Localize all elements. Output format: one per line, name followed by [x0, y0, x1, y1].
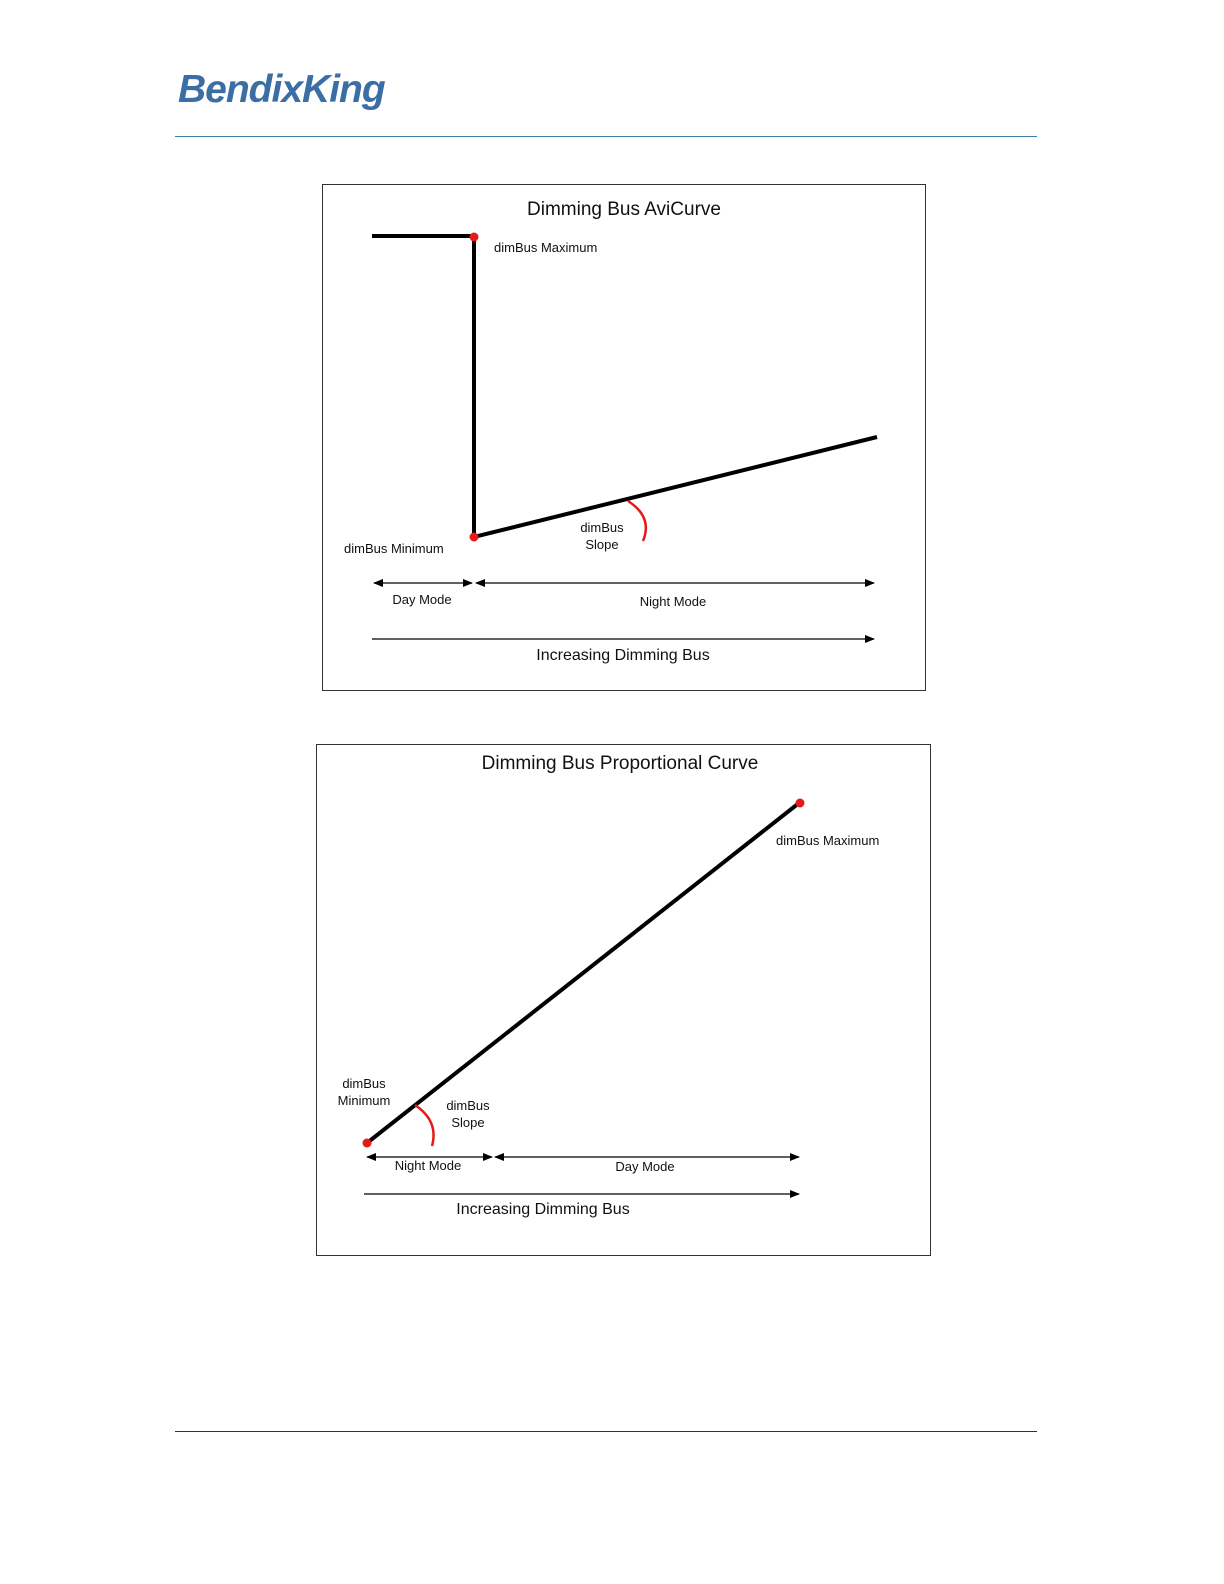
- diagram-title: Dimming Bus AviCurve: [527, 199, 721, 220]
- proportional-line: [367, 803, 799, 1143]
- avicurve-svg: [323, 185, 927, 692]
- dimbus-maximum-point: [470, 233, 479, 242]
- dimbus-minimum-label: Minimum: [337, 1093, 391, 1108]
- night-mode-label: Night Mode: [639, 594, 707, 609]
- avicurve-line: [372, 236, 877, 537]
- dimbus-slope-label: Slope: [451, 1115, 485, 1130]
- dimbus-maximum-label: dimBus Maximum: [776, 833, 880, 848]
- slope-arc: [415, 1105, 434, 1146]
- avicurve-diagram: [322, 184, 926, 691]
- proportional-curve-diagram: [316, 744, 931, 1256]
- night-mode-label: Night Mode: [394, 1158, 462, 1173]
- increasing-dimming-bus-label: Increasing Dimming Bus: [536, 647, 710, 664]
- day-mode-label: Day Mode: [392, 592, 452, 607]
- proportional-curve-svg: [317, 745, 932, 1257]
- header-divider: [175, 136, 1037, 137]
- diagram-title: Dimming Bus Proportional Curve: [481, 753, 759, 774]
- day-mode-label: Day Mode: [615, 1159, 675, 1174]
- dimbus-minimum-point: [363, 1139, 372, 1148]
- bendixking-logo: BendixKing: [178, 68, 385, 111]
- dimbus-minimum-label: dimBus Minimum: [344, 541, 444, 556]
- dimbus-slope-label: Slope: [585, 537, 619, 552]
- dimbus-maximum-point: [796, 799, 805, 808]
- dimbus-maximum-label: dimBus Maximum: [494, 240, 598, 255]
- dimbus-slope-label: dimBus: [580, 520, 624, 535]
- dimbus-minimum-point: [470, 533, 479, 542]
- slope-arc: [628, 501, 646, 541]
- increasing-dimming-bus-label: Increasing Dimming Bus: [456, 1201, 630, 1218]
- dimbus-slope-label: dimBus: [446, 1098, 490, 1113]
- dimbus-minimum-label: dimBus: [342, 1076, 386, 1091]
- footer-divider: [175, 1431, 1037, 1432]
